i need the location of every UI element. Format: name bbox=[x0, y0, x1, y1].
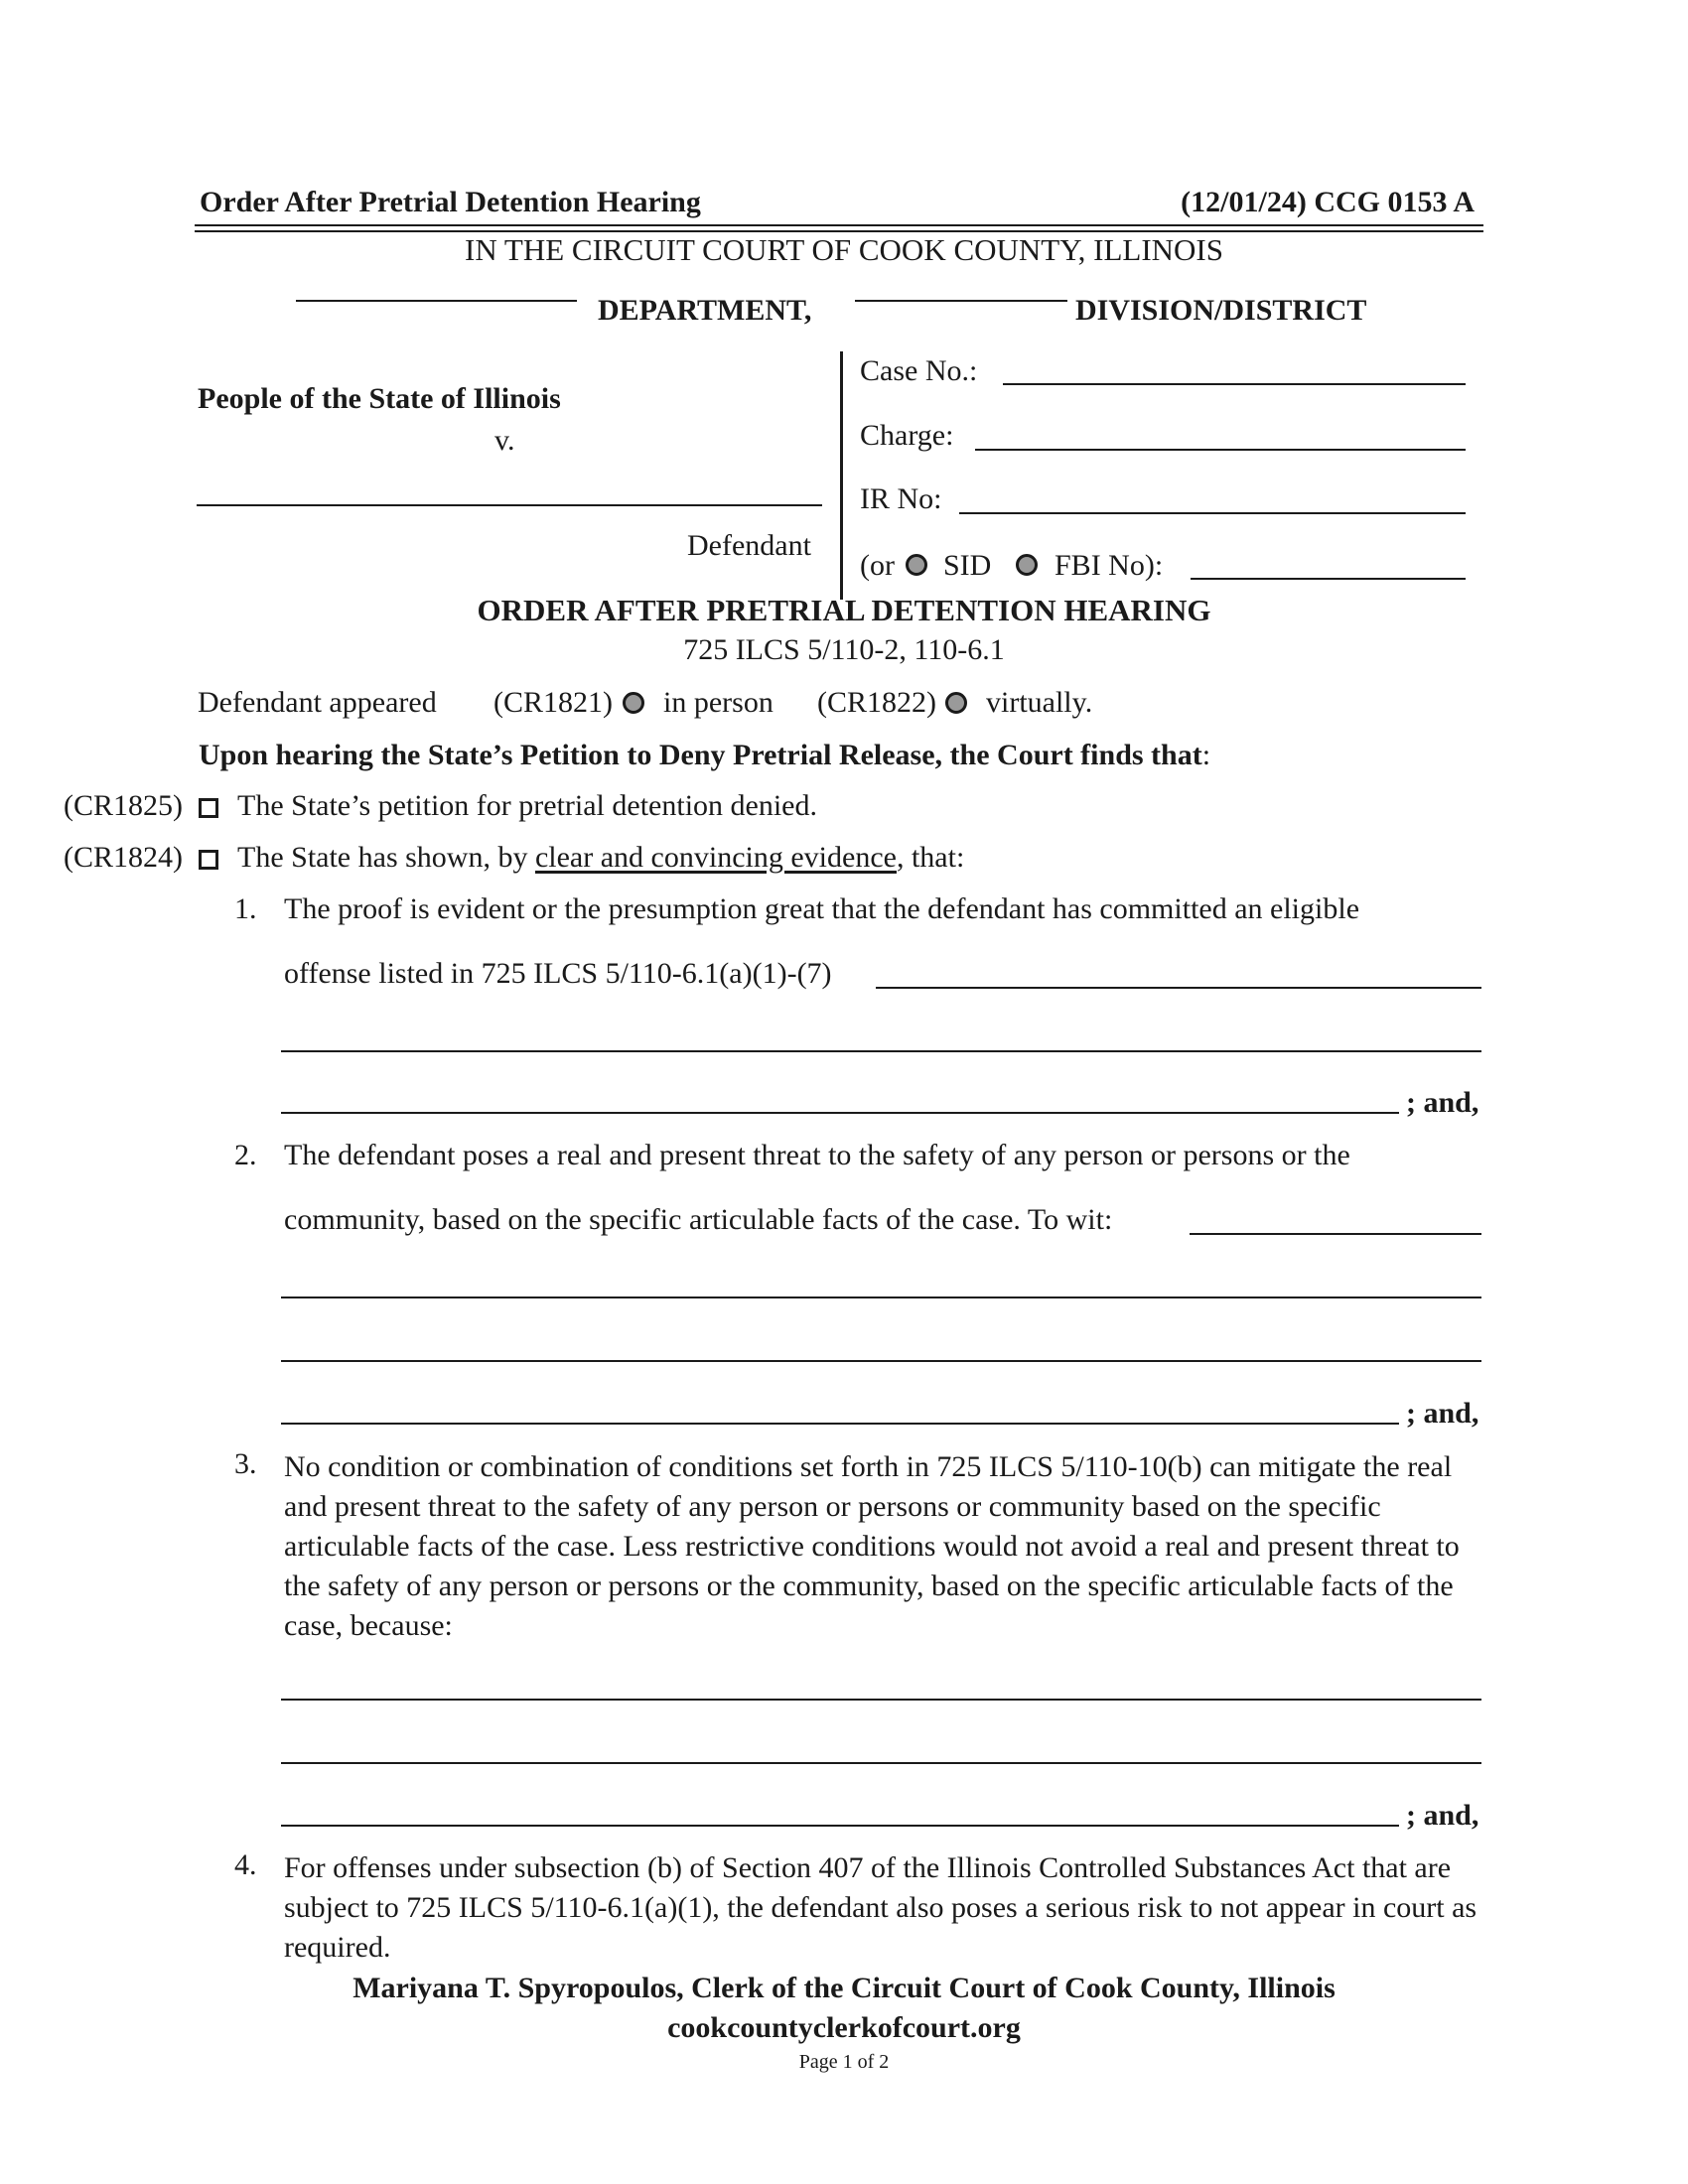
item-2-input-line-3[interactable] bbox=[281, 1360, 1481, 1362]
charge-input-line[interactable] bbox=[975, 449, 1466, 451]
clerk-website[interactable]: cookcountyclerkofcourt.org bbox=[667, 2011, 1021, 2044]
denied-text: The State’s petition for pretrial detention denied. bbox=[237, 789, 817, 822]
division-label: DIVISION/DISTRICT bbox=[1075, 294, 1367, 327]
in-person-label: in person bbox=[663, 686, 774, 719]
item-3-text: No condition or combination of conditions set forth in 725 ILCS 5/110-10(b) can mitigate the real and present threat to the safety of any person or persons or community based on the specific articulable facts of the case. Less restrictive conditions would not avoid a real and present threat to the safety of any person or persons or the community, based on the specific articulable facts of the case, because: bbox=[284, 1450, 1460, 1642]
item-4-text: For offenses under subsection (b) of Section 407 of the Illinois Controlled Substances Act that are subject to 725 ILCS 5/110-6.1(a)(1), the defendant also poses a serious risk to not appear in court as required. bbox=[284, 1851, 1477, 1964]
shown-code: (CR1824) bbox=[64, 841, 183, 874]
item-1-text: The proof is evident or the presumption great that the defendant has committed an eligible bbox=[284, 892, 1360, 925]
sid-label: SID bbox=[943, 549, 992, 582]
item-3-input-line-3[interactable] bbox=[281, 1825, 1399, 1827]
finding-intro-text: Upon hearing the State’s Petition to Deny Pretrial Release, the Court finds that bbox=[199, 739, 1202, 771]
fbi-radio[interactable] bbox=[1016, 554, 1038, 576]
item-1-number: 1. bbox=[234, 892, 257, 925]
item-3-ending: ; and, bbox=[1406, 1799, 1479, 1832]
case-no-label: Case No.: bbox=[860, 354, 978, 387]
item-2-input-line-4[interactable] bbox=[281, 1423, 1399, 1425]
item-1-input-line-2[interactable] bbox=[281, 1050, 1481, 1052]
item-2-text-2: community, based on the specific articulable facts of the case. To wit: bbox=[284, 1203, 1113, 1236]
shown-text-underlined: clear and convincing evidence bbox=[534, 841, 897, 874]
division-input-line[interactable] bbox=[855, 300, 1067, 302]
charge-label: Charge: bbox=[860, 419, 954, 452]
item-1-ending: ; and, bbox=[1406, 1086, 1479, 1119]
sid-fbi-input-line[interactable] bbox=[1191, 578, 1466, 580]
ir-no-label: IR No: bbox=[860, 482, 942, 515]
statute-citation: 725 ILCS 5/110-2, 110-6.1 bbox=[683, 633, 1005, 666]
or-label: (or bbox=[860, 549, 895, 582]
finding-intro bbox=[199, 739, 1210, 772]
ir-no-input-line[interactable] bbox=[959, 512, 1466, 514]
code-virtual: (CR1822) bbox=[817, 686, 936, 719]
item-4-number: 4. bbox=[234, 1848, 257, 1881]
item-2-input-line-1[interactable] bbox=[1190, 1233, 1481, 1235]
court-heading: IN THE CIRCUIT COURT OF COOK COUNTY, ILLINOIS bbox=[465, 232, 1223, 267]
denied-checkbox[interactable] bbox=[199, 798, 218, 818]
code-in-person: (CR1821) bbox=[493, 686, 613, 719]
defendant-input-line[interactable] bbox=[197, 504, 822, 506]
item-2-number: 2. bbox=[234, 1139, 257, 1171]
shown-checkbox[interactable] bbox=[199, 850, 218, 870]
item-3-number: 3. bbox=[234, 1447, 257, 1480]
case-no-input-line[interactable] bbox=[1003, 383, 1466, 385]
clerk-name: Mariyana T. Spyropoulos, Clerk of the Circuit Court of Cook County, Illinois bbox=[352, 1972, 1336, 2004]
form-title: Order After Pretrial Detention Hearing bbox=[200, 186, 701, 218]
item-2-input-line-2[interactable] bbox=[281, 1297, 1481, 1298]
order-title: ORDER AFTER PRETRIAL DETENTION HEARING bbox=[477, 593, 1211, 627]
shown-text bbox=[237, 841, 964, 875]
item-2-text: The defendant poses a real and present threat to the safety of any person or persons or the bbox=[284, 1139, 1350, 1171]
denied-code: (CR1825) bbox=[64, 789, 183, 822]
item-1-input-line-3[interactable] bbox=[281, 1112, 1399, 1114]
item-2-ending: ; and, bbox=[1406, 1397, 1479, 1430]
shown-text-a: The State has shown, by bbox=[237, 841, 535, 874]
item-3-input-line-2[interactable] bbox=[281, 1762, 1481, 1764]
in-person-radio[interactable] bbox=[623, 692, 644, 714]
defendant-label: Defendant bbox=[687, 529, 811, 562]
plaintiff-name: People of the State of Illinois bbox=[198, 382, 561, 415]
item-1-text-2: offense listed in 725 ILCS 5/110-6.1(a)(1)-(7) bbox=[284, 957, 832, 990]
fbi-label: FBI No): bbox=[1055, 549, 1164, 582]
form-code: (12/01/24) CCG 0153 A bbox=[1181, 186, 1475, 218]
department-input-line[interactable] bbox=[296, 300, 577, 302]
caption-divider bbox=[840, 351, 843, 600]
header-rule-top bbox=[195, 224, 1483, 226]
virtual-label: virtually. bbox=[986, 686, 1093, 719]
shown-text-b: , that: bbox=[896, 841, 965, 874]
item-3-input-line-1[interactable] bbox=[281, 1699, 1481, 1701]
item-1-input-line-1[interactable] bbox=[876, 987, 1481, 989]
virtual-radio[interactable] bbox=[945, 692, 967, 714]
appeared-label: Defendant appeared bbox=[198, 686, 437, 719]
page-number: Page 1 of 2 bbox=[798, 2051, 890, 2073]
versus-label: v. bbox=[494, 424, 515, 457]
finding-intro-colon: : bbox=[1201, 739, 1211, 771]
sid-radio[interactable] bbox=[906, 554, 927, 576]
department-label: DEPARTMENT, bbox=[598, 294, 812, 327]
